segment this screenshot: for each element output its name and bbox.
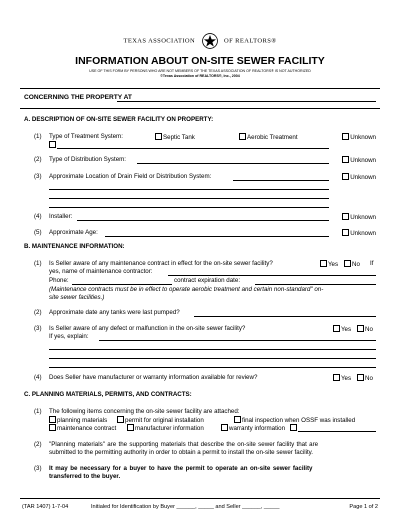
form-title: INFORMATION ABOUT ON-SITE SEWER FACILITY: [75, 55, 325, 67]
a5-number: (5): [34, 229, 42, 236]
checkbox[interactable]: [290, 424, 297, 431]
septic-tank-option[interactable]: Septic Tank: [155, 133, 195, 141]
checkbox[interactable]: [357, 374, 364, 381]
b1-if: If: [370, 260, 374, 267]
b3-yes[interactable]: Yes: [333, 325, 351, 333]
b4-yes[interactable]: Yes: [333, 374, 351, 382]
a2-field[interactable]: [137, 163, 329, 164]
b2-field[interactable]: [194, 316, 376, 317]
c2-line2: submitted to the permitting authority in order to obtain a permit to install the on-site sewer facility.: [49, 449, 314, 456]
usage-notice: USE OF THIS FORM BY PERSONS WHO ARE NOT MEMBERS OF THE TEXAS ASSOCIATION OF REALTORS® IS NOT AUTHORIZED: [89, 69, 311, 73]
page-number: Page 1 of 2: [349, 504, 378, 510]
a3-field-3[interactable]: [49, 198, 329, 199]
c3-number: (3): [34, 465, 42, 472]
b1-phone-label: Phone:: [49, 277, 69, 284]
b2-number: (2): [34, 309, 42, 316]
c1-final-inspection[interactable]: final inspection when OSSF was installed: [234, 416, 355, 424]
a1-label: Type of Treatment System:: [49, 133, 123, 140]
aerobic-option[interactable]: Aerobic Treatment: [239, 133, 298, 141]
copyright: ©Texas Association of REALTORS®, Inc., 2004: [160, 74, 240, 78]
b1-line2: yes, name of maintenance contractor:: [49, 268, 153, 275]
c1-other-field[interactable]: [298, 431, 376, 432]
c1-permit-original[interactable]: permit for original installation: [117, 416, 204, 424]
section-c-heading: C. PLANNING MATERIALS, PERMITS, AND CONTRACTS:: [24, 391, 192, 398]
checkbox[interactable]: [342, 133, 349, 140]
b4-no[interactable]: No: [357, 374, 373, 382]
a2-label: Type of Distribution System:: [49, 156, 127, 163]
a1-other-field[interactable]: [57, 148, 329, 149]
a4-number: (4): [34, 213, 42, 220]
b1-expiration-field[interactable]: [255, 284, 376, 285]
a3-unknown[interactable]: Unknown: [342, 173, 376, 181]
a1-other-option[interactable]: [49, 141, 57, 149]
b3-explain-field-1[interactable]: [99, 340, 376, 341]
c1-number: (1): [34, 408, 42, 415]
a3-field-4[interactable]: [49, 207, 329, 208]
a1-number: (1): [34, 133, 42, 140]
property-address-field[interactable]: [117, 101, 376, 102]
b1-phone-field[interactable]: [72, 284, 172, 285]
c2-line1: "Planning materials" are the supporting materials that describe the on-site sewer facility that are: [49, 441, 319, 448]
a3-label: Approximate Location of Drain Field or Distribution System:: [49, 173, 212, 180]
b1-yes[interactable]: Yes: [320, 260, 338, 268]
c1-warranty-info[interactable]: warranty information: [221, 424, 285, 432]
b3-explain-field-3[interactable]: [49, 358, 376, 359]
section-a-heading: A. DESCRIPTION OF ON-SITE SEWER FACILITY ON PROPERTY:: [24, 116, 214, 123]
org-name-right: OF REALTORS®: [224, 37, 277, 45]
b3-no[interactable]: No: [357, 325, 373, 333]
c1-label: The following items concerning the on-site sewer facility are attached:: [49, 408, 240, 415]
org-name-left: TEXAS ASSOCIATION: [123, 37, 196, 45]
b1-contractor-field[interactable]: [168, 275, 376, 276]
checkbox[interactable]: [234, 416, 241, 423]
checkbox[interactable]: [342, 173, 349, 180]
checkbox[interactable]: [239, 133, 246, 140]
a4-field[interactable]: [77, 220, 329, 221]
checkbox[interactable]: [49, 141, 56, 148]
b1-note-line1: (Maintenance contracts must be in effect to operate aerobic treatment and certain non-standard" on-: [49, 286, 324, 293]
b1-note-line2: site sewer facilities.): [49, 294, 105, 301]
b4-label: Does Seller have manufacturer or warranty information available for review?: [49, 374, 258, 381]
b3-explain-field-2[interactable]: [49, 349, 376, 350]
b1-line1: Is Seller aware of any maintenance contract in effect for the on-site sewer facility?: [49, 260, 273, 267]
a5-label: Approximate Age:: [49, 229, 98, 236]
checkbox[interactable]: [333, 325, 340, 332]
a3-field-2[interactable]: [49, 189, 329, 190]
b1-expiration-label: contract expiration date:: [174, 277, 241, 284]
checkbox[interactable]: [342, 213, 349, 220]
checkbox[interactable]: [357, 325, 364, 332]
c1-planning-materials[interactable]: planning materials: [49, 416, 107, 424]
checkbox[interactable]: [49, 416, 56, 423]
a3-number: (3): [34, 173, 42, 180]
checkbox[interactable]: [320, 260, 327, 267]
checkbox[interactable]: [117, 416, 124, 423]
checkbox[interactable]: [155, 133, 162, 140]
a3-field-1[interactable]: [233, 180, 329, 181]
checkbox[interactable]: [221, 424, 228, 431]
checkbox[interactable]: [342, 229, 349, 236]
c1-manufacturer-info[interactable]: manufacturer information: [127, 424, 204, 432]
footer-rule: [20, 498, 380, 499]
concerning-label: CONCERNING THE PROPERTY AT: [24, 94, 132, 101]
b1-no[interactable]: No: [344, 260, 360, 268]
b4-number: (4): [34, 374, 42, 381]
org-logo: [0, 32, 400, 50]
c3-line1: It may be necessary for a buyer to have the permit to operate an on-site sewer facility: [49, 465, 313, 472]
top-rule: [20, 88, 380, 89]
b3-label: Is Seller aware of any defect or malfunction in the on-site sewer facility?: [49, 325, 246, 332]
a1-unknown[interactable]: Unknown: [342, 133, 376, 141]
checkbox[interactable]: [49, 424, 56, 431]
c1-maintenance-contract[interactable]: maintenance contract: [49, 424, 116, 432]
b2-label: Approximate date any tanks were last pumped?: [49, 309, 180, 316]
b3-explain-label: If yes, explain:: [49, 333, 89, 340]
a2-unknown[interactable]: Unknown: [342, 156, 376, 164]
c3-line2: transferred to the buyer.: [49, 473, 121, 480]
c2-number: (2): [34, 441, 42, 448]
checkbox[interactable]: [127, 424, 134, 431]
a2-number: (2): [34, 156, 42, 163]
rule-after-concerning: [20, 108, 380, 109]
a4-label: Installer:: [49, 213, 73, 220]
form-id: (TAR 1407) 1-7-04: [22, 504, 69, 510]
a5-field[interactable]: [105, 236, 329, 237]
a5-unknown[interactable]: Unknown: [342, 229, 376, 237]
b3-explain-field-4[interactable]: [49, 367, 376, 368]
initials-line: Initialed for Identification by Buyer ______, _____ and Seller ______, _____: [91, 504, 280, 510]
checkbox[interactable]: [344, 260, 351, 267]
a4-unknown[interactable]: Unknown: [342, 213, 376, 221]
checkbox[interactable]: [333, 374, 340, 381]
b1-number: (1): [34, 260, 42, 267]
c1-other-option[interactable]: [290, 424, 298, 432]
section-b-heading: B. MAINTENANCE INFORMATION:: [24, 243, 125, 250]
star-seal-icon: [202, 33, 218, 49]
b3-number: (3): [34, 325, 42, 332]
checkbox[interactable]: [342, 156, 349, 163]
